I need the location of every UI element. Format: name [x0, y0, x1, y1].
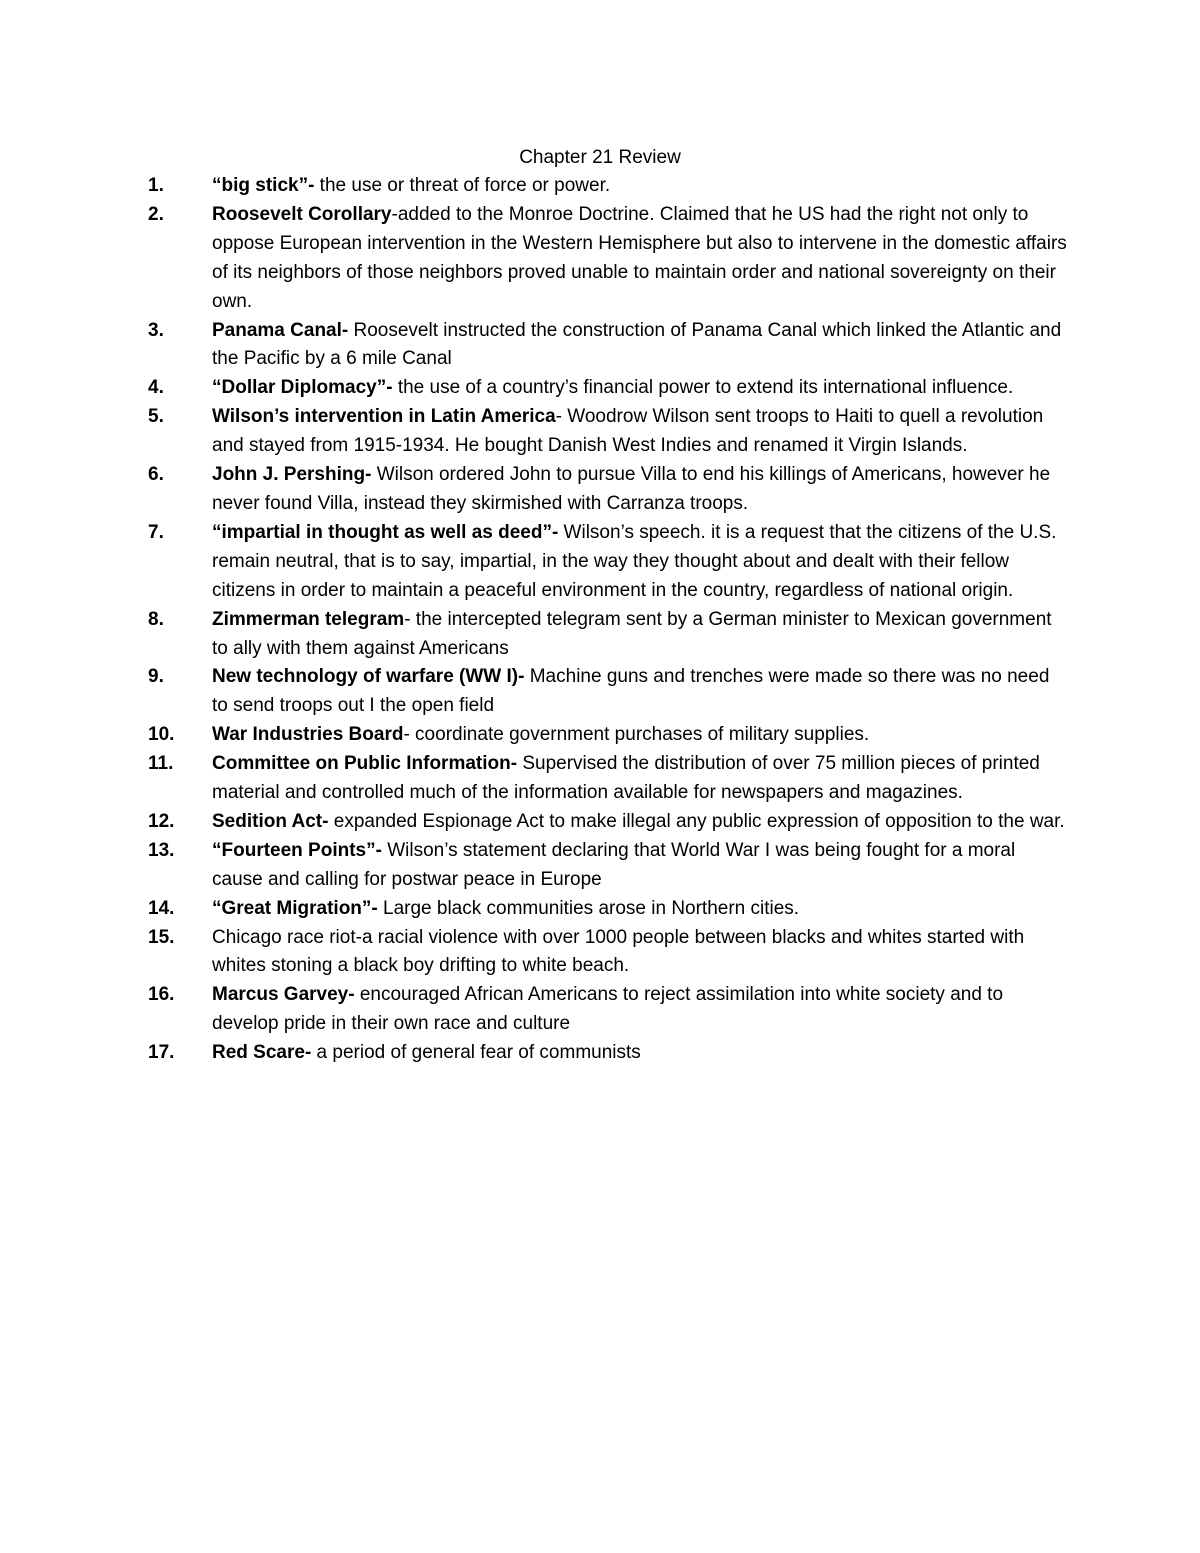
- list-item: [148, 750, 1068, 808]
- item-description: Chicago race riot-a racial violence with over 1000 people between blacks and whites started with whites stoning a black boy drifting to white beach.: [212, 926, 1025, 977]
- item-term: “Dollar Diplomacy”-: [212, 377, 393, 399]
- item-description: Machine guns and trenches were made so there was no need to send troops out I the open field: [212, 666, 1050, 717]
- item-number: 2.: [148, 203, 164, 225]
- list-item: [148, 519, 1068, 606]
- item-number: 6.: [148, 464, 164, 486]
- item-term: Zimmerman telegram: [212, 608, 405, 630]
- item-term: Roosevelt Corollary: [212, 203, 392, 225]
- list-item: [148, 172, 1068, 201]
- page-title: Chapter 21 Review: [519, 147, 681, 168]
- item-number: 9.: [148, 666, 164, 688]
- item-term: Marcus Garvey-: [212, 984, 355, 1006]
- item-term: John J. Pershing-: [212, 464, 372, 486]
- item-term: Committee on Public Information-: [212, 753, 518, 775]
- item-description: a period of general fear of communists: [311, 1042, 641, 1064]
- item-description: Wilson ordered John to pursue Villa to end his killings of Americans, however he never found Villa, instead they skirmished with Carranza troops.: [212, 464, 1051, 514]
- item-term: Panama Canal-: [212, 319, 349, 341]
- item-number: 15.: [148, 926, 175, 948]
- item-term: Red Scare-: [212, 1042, 312, 1064]
- item-number: 17.: [148, 1042, 175, 1064]
- list-item: [148, 895, 1068, 924]
- item-number: 14.: [148, 897, 175, 919]
- list-item: [148, 461, 1068, 519]
- list-item: [148, 1039, 1068, 1068]
- item-number: 4.: [148, 377, 164, 399]
- item-number: 10.: [148, 724, 175, 746]
- item-number: 5.: [148, 406, 164, 428]
- list-item: [148, 924, 1068, 982]
- item-description: the use of a country’s financial power to extend its international influence.: [392, 377, 1014, 399]
- item-term: New technology of warfare (WW I)-: [212, 666, 525, 688]
- item-description: - the intercepted telegram sent by a German minister to Mexican government to ally with them against Americans: [212, 608, 1052, 659]
- item-term: War Industries Board: [212, 724, 404, 746]
- list-item: [148, 374, 1068, 403]
- item-term: “Fourteen Points”-: [212, 839, 382, 861]
- item-number: 12.: [148, 810, 175, 832]
- list-item: [148, 663, 1068, 721]
- list-item: [148, 981, 1068, 1039]
- item-term: “Great Migration”-: [212, 897, 378, 919]
- item-number: 1.: [148, 175, 164, 196]
- list-item: [148, 808, 1068, 837]
- item-description: - Woodrow Wilson sent troops to Haiti to quell a revolution and stayed from 1915-1934. He bought Danish West Indies and renamed it Virgin Islands.: [212, 406, 1044, 457]
- item-term: Wilson’s intervention in Latin America: [212, 406, 556, 428]
- item-description: Supervised the distribution of over 75 million pieces of printed material and controlled much of the information available for newspapers and magazines.: [212, 753, 1040, 804]
- list-item: [148, 403, 1068, 461]
- item-number: 13.: [148, 839, 175, 861]
- item-description: Wilson’s statement declaring that World War I was being fought for a moral cause and calling for postwar peace in Europe: [212, 839, 1016, 890]
- list-item: [148, 721, 1068, 750]
- item-number: 8.: [148, 608, 164, 630]
- item-description: Roosevelt instructed the construction of Panama Canal which linked the Atlantic and the Pacific by a 6 mile Canal: [212, 319, 1062, 370]
- review-list: [148, 172, 1068, 1068]
- item-number: 3.: [148, 319, 164, 341]
- item-number: 11.: [148, 753, 174, 775]
- list-item: [148, 606, 1068, 664]
- item-description: Wilson’s speech. it is a request that the citizens of the U.S. remain neutral, that is to say, impartial, in the way they thought about and dealt with their fellow citizens in order to maintain a peaceful environment in the country, regardless of national origin.: [212, 521, 1057, 601]
- item-description: encouraged African Americans to reject assimilation into white society and to develop pride in their own race and culture: [212, 984, 1004, 1035]
- item-number: 16.: [148, 984, 175, 1006]
- item-description: Large black communities arose in Northern cities.: [377, 897, 800, 919]
- item-term: Sedition Act-: [212, 810, 329, 832]
- item-term: “big stick”-: [212, 175, 315, 196]
- item-description: -added to the Monroe Doctrine. Claimed that he US had the right not only to oppose European intervention in the Western Hemisphere but also to intervene in the domestic affairs of its neighbors of those neighbors proved unable to maintain order and national sovereignty on their own.: [212, 203, 1067, 312]
- item-term: “impartial in thought as well as deed”-: [212, 521, 559, 543]
- item-description: - coordinate government purchases of military supplies.: [403, 724, 870, 746]
- list-item: [148, 837, 1068, 895]
- item-description: the use or threat of force or power.: [314, 175, 611, 196]
- list-item: [148, 317, 1068, 375]
- item-number: 7.: [148, 521, 164, 543]
- list-item: [148, 201, 1068, 317]
- item-description: expanded Espionage Act to make illegal any public expression of opposition to the war.: [328, 810, 1065, 832]
